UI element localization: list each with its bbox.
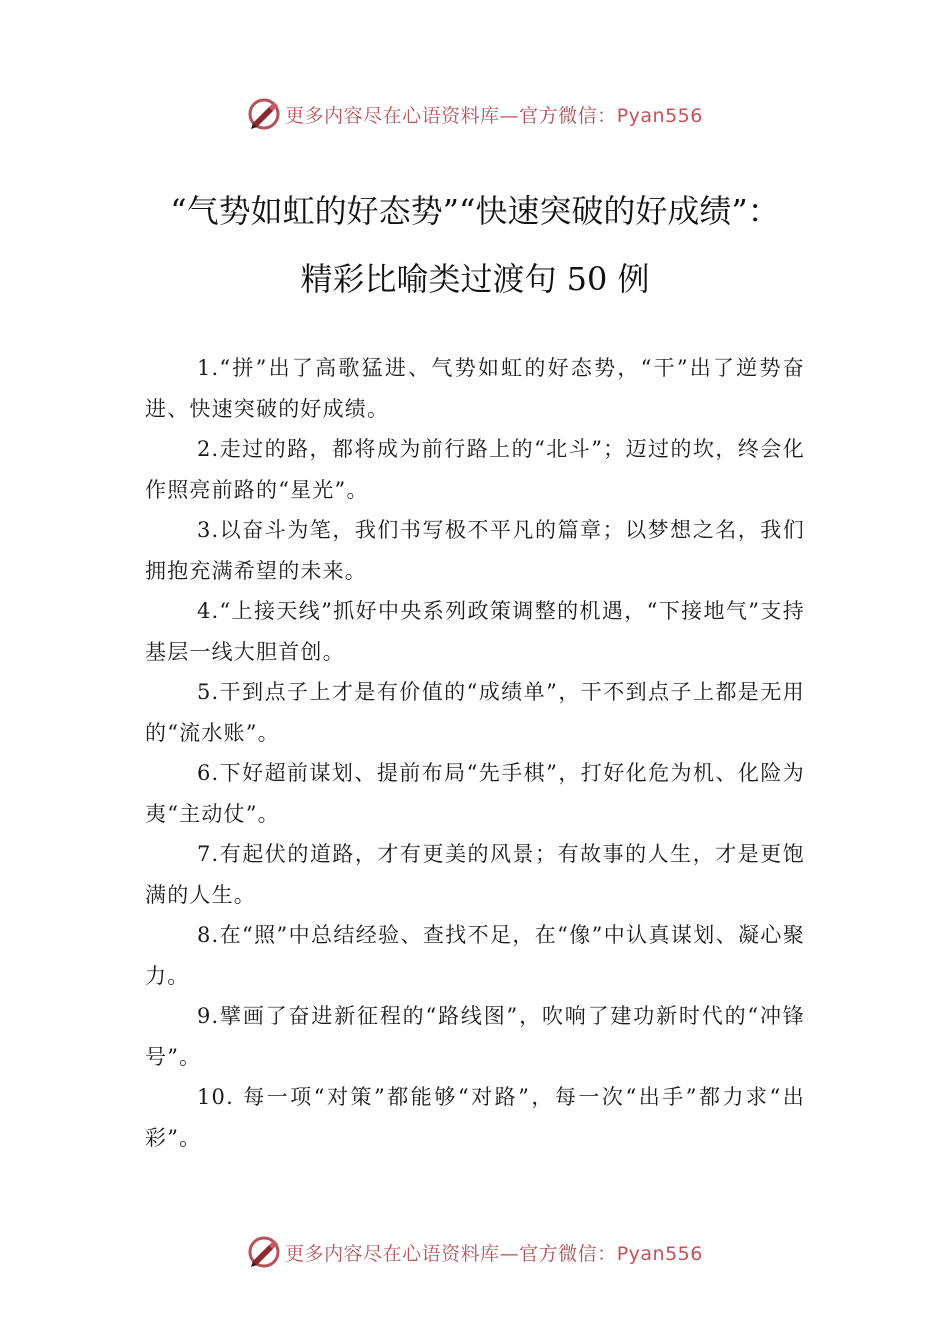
list-item: 4.“上接天线”抓好中央系列政策调整的机遇，“下接地气”支持基层一线大胆首创。 <box>145 599 805 664</box>
list-item: 3.以奋斗为笔，我们书写极不平凡的篇章；以梦想之名，我们拥抱充满希望的未来。 <box>145 518 805 583</box>
banner-wechat-label: 官方微信： <box>519 1242 617 1265</box>
list-item: 2.走过的路，都将成为前行路上的“北斗”；迈过的坎，终会化作照亮前路的“星光”。 <box>145 437 805 502</box>
list-item: 7.有起伏的道路，才有更美的风景；有故事的人生，才是更饱满的人生。 <box>145 842 805 907</box>
pen-logo-icon <box>247 1235 281 1269</box>
example-list <box>145 348 805 1158</box>
list-item: 6.下好超前谋划、提前布局“先手棋”，打好化危为机、化险为夷“主动仗”。 <box>145 761 805 826</box>
document-title-line-1: “气势如虹的好态势”“快速突破的好成绩”： <box>170 192 780 230</box>
header-banner <box>0 94 950 134</box>
banner-text: 更多内容尽在心语资料库 <box>285 1242 500 1265</box>
list-item: 1.“拼”出了高歌猛进、气势如虹的好态势，“干”出了逆势奋进、快速突破的好成绩。 <box>145 356 805 421</box>
banner-wechat-id: Pyan556 <box>616 1242 703 1265</box>
document-title-line-2: 精彩比喻类过渡句 50 例 <box>300 260 650 298</box>
footer-banner <box>0 1232 950 1272</box>
list-item: 9.擘画了奋进新征程的“路线图”，吹响了建功新时代的“冲锋号”。 <box>145 1004 805 1069</box>
banner-wechat-label: 官方微信： <box>519 104 617 127</box>
list-item: 10. 每一项“对策”都能够“对路”，每一次“出手”都力求“出彩”。 <box>145 1085 805 1150</box>
banner-wechat-id: Pyan556 <box>616 104 703 127</box>
list-item: 5.干到点子上才是有价值的“成绩单”，干不到点子上都是无用的“流水账”。 <box>145 680 805 745</box>
banner-dash: — <box>499 104 520 127</box>
banner-dash: — <box>499 1242 520 1265</box>
list-item: 8.在“照”中总结经验、查找不足，在“像”中认真谋划、凝心聚力。 <box>145 923 805 988</box>
pen-logo-icon <box>247 97 281 131</box>
banner-text: 更多内容尽在心语资料库 <box>285 104 500 127</box>
